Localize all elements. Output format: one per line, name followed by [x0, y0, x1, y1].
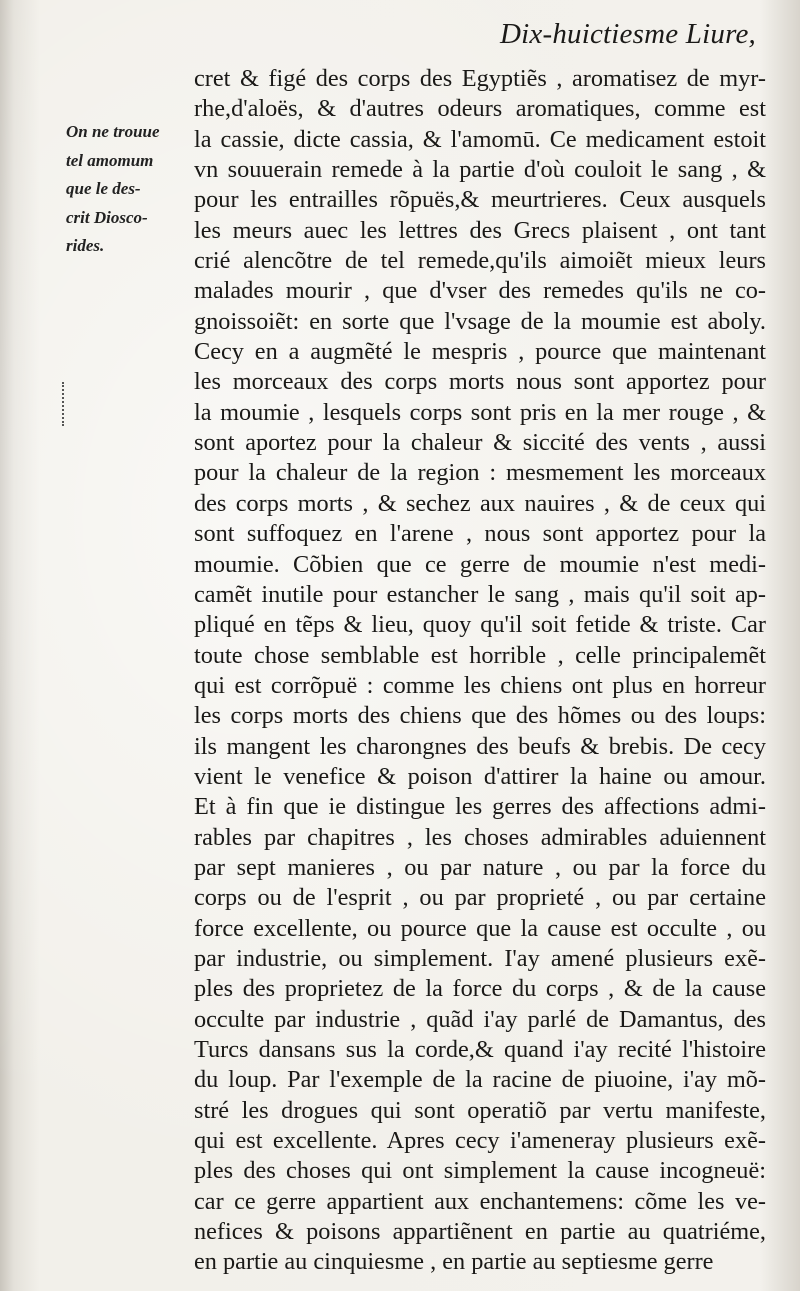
- text-line: la moumie , lesquels corps sont pris en la mer rouge , &: [194, 398, 766, 426]
- text-line: vient le venefice & poison d'attirer la haine ou amour.: [194, 762, 766, 790]
- margin-note-line: que le des-: [66, 179, 141, 198]
- text-line: moumie. Cõbien que ce gerre de moumie n'est medi-: [194, 550, 766, 578]
- text-line: pliqué en tẽps & lieu, quoy qu'il soit fetide & triste. Car: [194, 611, 766, 639]
- text-line: du loup. Par l'exemple de la racine de piuoine, i'ay mõ-: [194, 1066, 766, 1094]
- ink-mark: [62, 382, 67, 426]
- text-line: force excellente, ou pource que la cause est occulte , ou: [194, 914, 766, 942]
- text-line: sont suffoquez en l'arene , nous sont apportez pour la: [194, 520, 766, 548]
- text-line: rhe,d'aloës, & d'autres odeurs aromatiques, comme est: [194, 95, 766, 123]
- text-line: qui est excellente. Apres cecy i'ameneray plusieurs exẽ-: [194, 1127, 766, 1155]
- text-line: sont aportez pour la chaleur & siccité des vents , aussi: [194, 429, 766, 457]
- text-line: les corps morts des chiens que des hõmes ou des loups:: [194, 702, 766, 730]
- text-line: des corps morts , & sechez aux nauires , & de ceux qui: [194, 489, 766, 517]
- running-header: Dix-huictiesme Liure,: [499, 18, 756, 50]
- text-line: en partie au cinquiesme , en partie au septiesme gerre: [194, 1248, 714, 1276]
- text-line: ils mangent les charongnes des beufs & brebis. De cecy: [194, 732, 766, 760]
- text-line: les meurs auec les lettres des Grecs plaisent , ont tant: [194, 216, 766, 244]
- text-line: par industrie, ou simplement. I'ay amené plusieurs exẽ-: [194, 944, 766, 972]
- text-line: car ce gerre appartient aux enchantemens: cõme les ve-: [194, 1187, 766, 1215]
- margin-note-line: tel amomum: [66, 150, 154, 170]
- text-line: cret & figé des corps des Egyptiẽs , aromatisez de myr-: [194, 65, 766, 92]
- text-line: Et à fin que ie distingue les gerres des affections admi-: [194, 793, 766, 821]
- text-line: les morceaux des corps morts nous sont apportez pour: [194, 368, 766, 396]
- text-line: ples des choses qui ont simplement la cause incogneuë:: [194, 1157, 766, 1185]
- text-line: vn souuerain remede à la partie d'où couloit le sang , &: [194, 156, 766, 184]
- margin-note-line: rides.: [66, 236, 105, 255]
- text-line: gnoissoiẽt: en sorte que l'vsage de la moumie est aboly.: [194, 307, 766, 335]
- text-line: pour la chaleur de la region : mesmement les morceaux: [194, 459, 766, 487]
- text-line: nefices & poisons appartiẽnent en partie au quatriéme,: [194, 1218, 766, 1246]
- text-line: crié alencõtre de tel remede,qu'ils aimoiẽt mieux leurs: [194, 247, 766, 275]
- text-line: par sept manieres , ou par nature , ou par la force du: [194, 853, 766, 881]
- text-line: occulte par industrie , quãd i'ay parlé de Damantus, des: [194, 1005, 766, 1033]
- text-line: qui est corrõpuë : comme les chiens ont plus en horreur: [194, 671, 766, 699]
- text-line: malades mourir , que d'vser des remedes qu'ils ne co-: [194, 277, 766, 305]
- text-line: stré les drogues qui sont operatiõ par vertu manifeste,: [194, 1096, 766, 1124]
- margin-note-line: On ne trouue: [66, 122, 160, 141]
- text-line: camẽt inutile pour estancher le sang , mais qu'il soit ap-: [194, 580, 766, 608]
- text-line: Cecy en a augmẽté le mespris , pource que maintenant: [194, 338, 766, 366]
- text-line: Turcs dansans sus la corde,& quand i'ay recité l'histoire: [194, 1036, 766, 1063]
- text-line: la cassie, dicte cassia, & l'amomū. Ce medicament estoit: [194, 125, 766, 153]
- margin-note-line: crit Diosco-: [66, 207, 148, 227]
- text-line: pour les entrailles rõpuës,& meurtrieres. Ceux ausquels: [194, 186, 766, 214]
- text-line: toute chose semblable est horrible , celle principalemẽt: [194, 641, 766, 669]
- margin-note: [66, 118, 194, 261]
- body-text: [194, 64, 766, 1278]
- text-line: corps ou de l'esprit , ou par proprieté , ou par certaine: [194, 884, 766, 912]
- text-line: rables par chapitres , les choses admirables aduiennent: [194, 823, 766, 851]
- text-line: ples des proprietez de la force du corps , & de la cause: [194, 975, 766, 1003]
